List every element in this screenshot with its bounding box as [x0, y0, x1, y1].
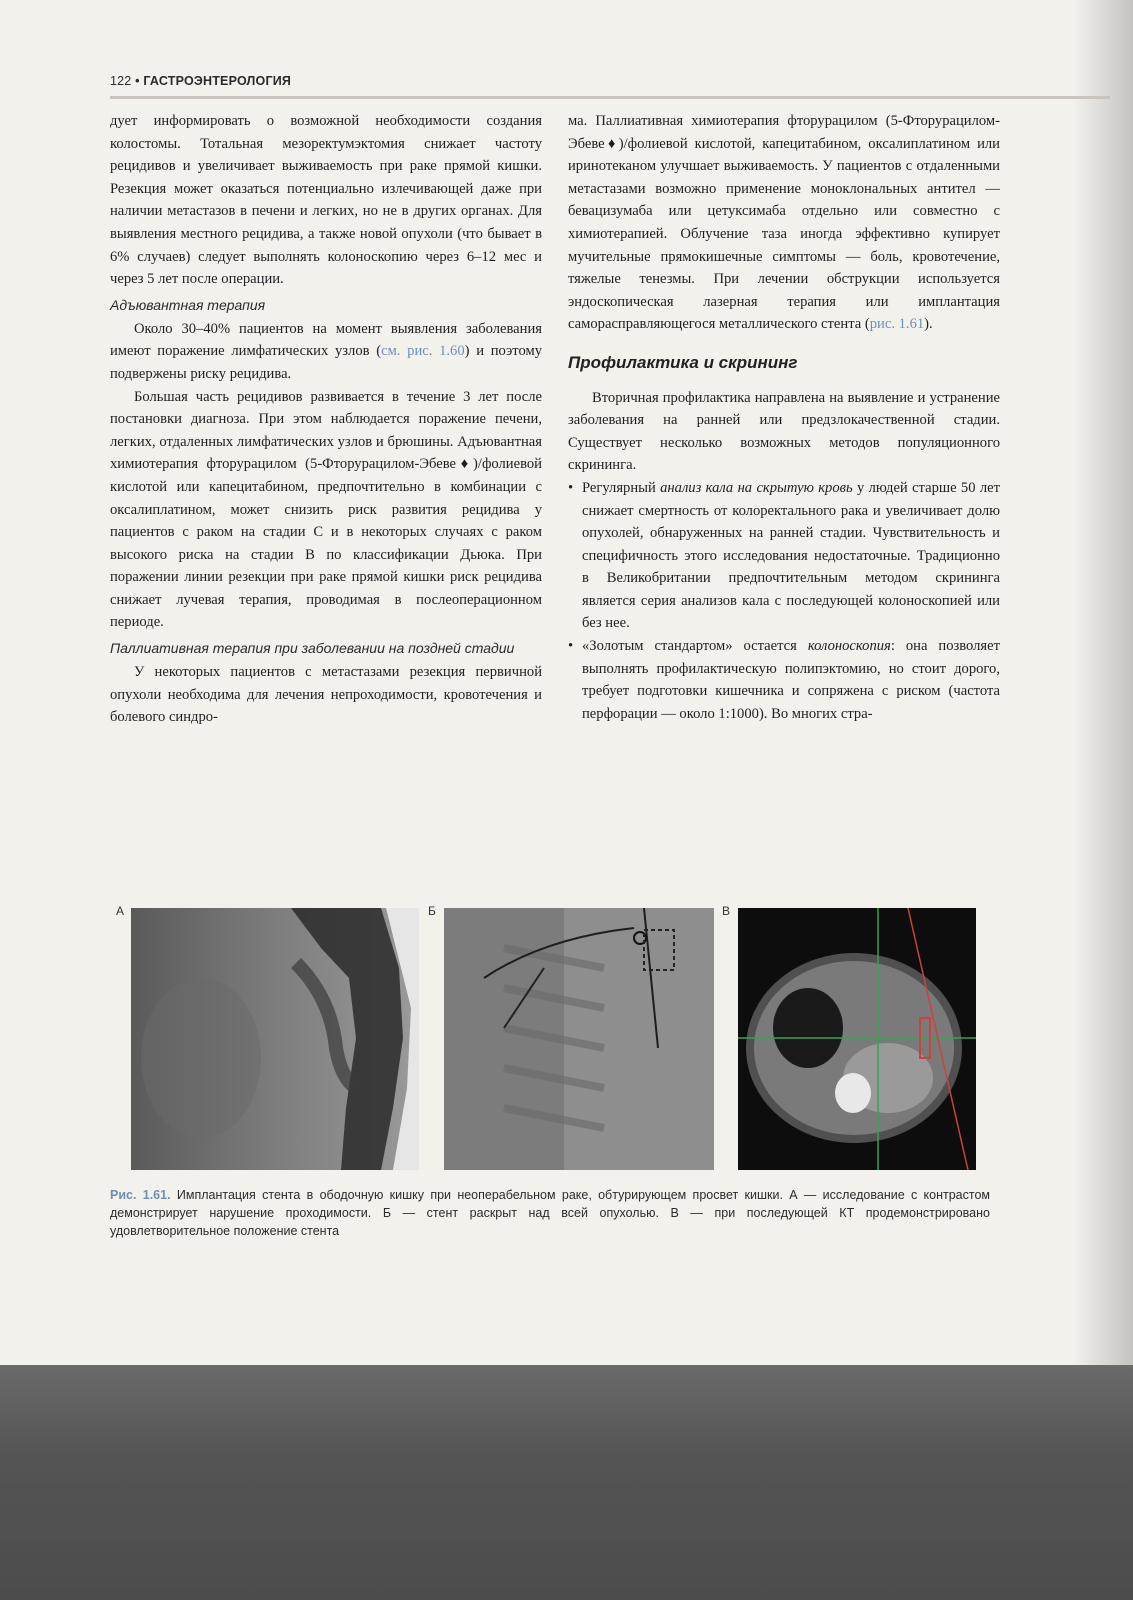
header-section: ГАСТРОЭНТЕРОЛОГИЯ: [143, 74, 292, 88]
figure-label-a: А: [116, 904, 125, 918]
paragraph: Вторичная профилактика направлена на выявление и устранение заболевания на ранней или предзлокачественной стадии. Существует несколько возможных методов популяционного скрининга.: [568, 389, 1000, 474]
figure-label-b: Б: [428, 904, 436, 918]
fluoroscopy-stent-image: [444, 908, 714, 1170]
ct-scan-image: [738, 908, 976, 1170]
list-item: • «Золотым стандартом» остается колоноскопия: она позволяет выполнять профилактическую полипэктомию, но стоит дорого, требует подготовки кишечника и сопряжена с риском (частота перфорации — около 1:1000). Во многих стра-: [568, 635, 1000, 725]
list-item: • Регулярный анализ кала на скрытую кровь у людей старше 50 лет снижает смертность от колоректального рака и увеличивает долю опухолей, обнаруженных на ранней стадии. Чувствительность и специфичность этого исследования недостаточные. Традиционно в Великобритании предпочтительным методом скрининга является серия анализов кала с последующей колоноскопией или без нее.: [568, 477, 1000, 635]
paragraph: У некоторых пациентов с метастазами резекция первичной опухоли необходима для лечения непроходимости, кровотечения и болевого синдро-: [110, 664, 542, 726]
left-column: [110, 110, 542, 729]
xray-contrast-image: [131, 908, 419, 1170]
scanner-background: [0, 1365, 1133, 1600]
figure-caption: [110, 1186, 990, 1240]
page-number: 122: [110, 74, 132, 88]
paragraph: Около 30–40% пациентов на момент выявления заболевания имеют поражение лимфатических узлов (см. рис. 1.60) и поэтому подвержены риску рецидива.: [110, 320, 542, 382]
paragraph: дует информировать о возможной необходимости создания колостомы. Тотальная мезоректумэктомия снижает частоту рецидивов и увеличивает выживаемость при раке прямой кишки. Резекция может оказаться потенциально излечивающей даже при наличии метастазов в печени и легких, но не в других органах. Для выявления местного рецидива, а также новой опухоли (что бывает в 6% случаев) следует выполнять колоноскопию через 6–12 мес и через 5 лет после операции.: [110, 113, 542, 288]
page-curl-shadow: [1073, 0, 1133, 1365]
subheading-adjuvant: Адъювантная терапия: [110, 296, 266, 313]
caption-text: Имплантация стента в ободочную кишку при неоперабельном раке, обтурирующем просвет кишки. А — исследование с контрастом демонстрирует нарушение проходимости. Б — стент раскрыт над всей опухолью. В — при последующей КТ продемонстрировано удовлетворительное положение стента: [110, 1188, 990, 1238]
subheading-palliative: Паллиативная терапия при заболевании на поздней стадии: [110, 640, 515, 657]
figure-reference-link[interactable]: см. рис. 1.60: [381, 343, 465, 360]
header-rule: [110, 96, 1110, 99]
paragraph: Большая часть рецидивов развивается в течение 3 лет после постановки диагноза. При этом наблюдается поражение печени, легких, отдаленных лимфатических узлов и брюшины. Адъювантная химиотерапия фторурацилом (5-Фторурацилом-Эбеве♦)/фолиевой кислотой или капецитабином, предпочтительно в комбинации с оксалиплатином, может снизить риск развития рецидива у пациентов с раком на стадии С и в некоторых случаях с раком высокого риска на стадии В по классификации Дьюка. При поражении линии резекции при раке прямой кишки риск рецидива снижает лучевая терапия, проводимая в послеоперационном периоде.: [110, 388, 542, 631]
figure-number: Рис. 1.61.: [110, 1188, 171, 1202]
header-separator: •: [135, 74, 140, 88]
section-title: Профилактика и скрининг: [568, 352, 798, 372]
paragraph: ма. Паллиативная химиотерапия фторурацилом (5-Фторурацилом-Эбеве♦)/фолиевой кислотой, капецитабином, оксалиплатином или иринотеканом улучшает выживаемость. У пациентов с отдаленными метастазами возможно применение моноклональных антител — бевацизумаба или цетуксимаба отдельно или совместно с химиотерапией. Облучение таза иногда эффективно купирует мучительные прямокишечные симптомы — боль, кровотечение, тяжелые тенезмы. При лечении обструкции используется эндоскопическая лазерная терапия или имплантация саморасправляющегося металлического стента (рис. 1.61).: [568, 113, 1000, 333]
right-column: [568, 110, 1000, 725]
running-header: [110, 74, 291, 88]
figure-reference-link[interactable]: рис. 1.61: [869, 316, 925, 333]
figure-label-c: В: [722, 904, 731, 918]
